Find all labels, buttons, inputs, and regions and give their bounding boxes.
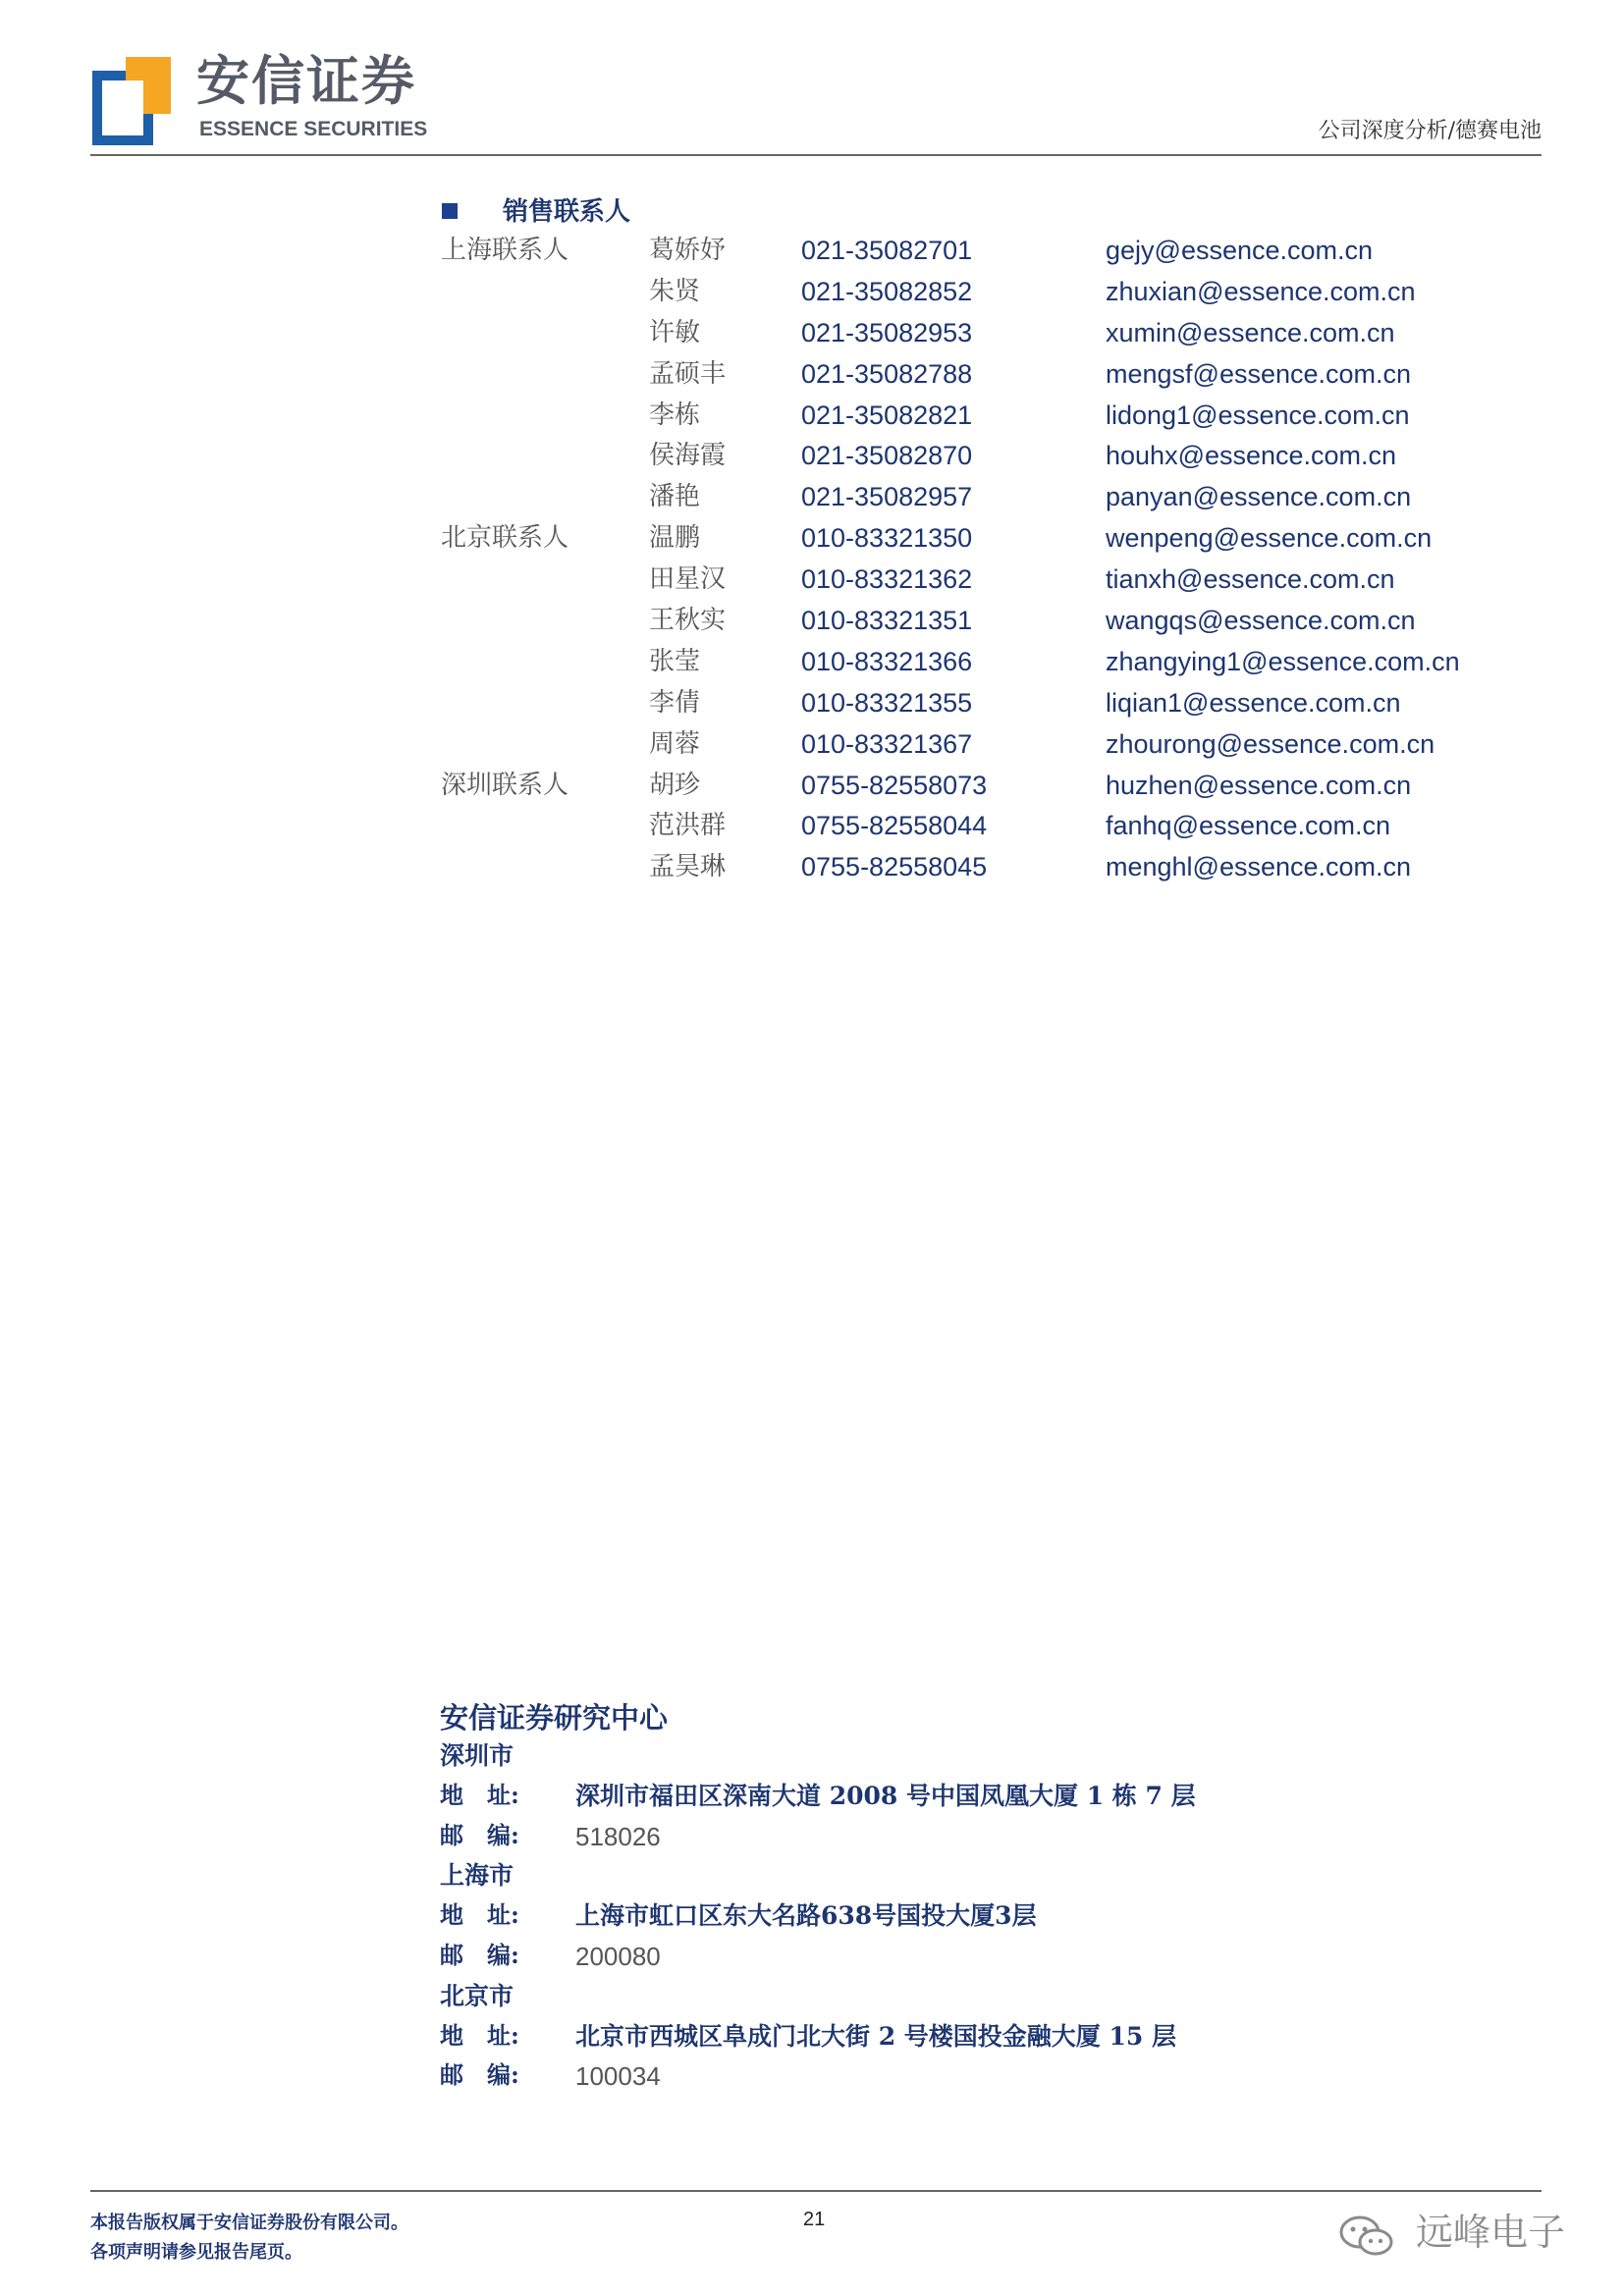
contact-email: menghl@essence.com.cn [1106, 852, 1412, 882]
disclaimer-notice: 各项声明请参见报告尾页。 [90, 2242, 302, 2263]
contact-phone: 010-83321366 [801, 646, 973, 676]
contact-phone: 010-83321362 [801, 564, 973, 595]
copyright-notice: 本报告版权属于安信证券股份有限公司。 [90, 2213, 408, 2233]
office-address-line [440, 1778, 1422, 1818]
office-address-line [440, 1897, 1422, 1938]
contact-name: 孟硕丰 [649, 358, 727, 389]
address-label: 地 址: [440, 2020, 519, 2050]
contact-name: 许敏 [649, 317, 701, 347]
office-zip: 100034 [575, 2061, 661, 2092]
contact-region: 深圳联系人 [441, 770, 569, 800]
contact-row [441, 805, 1521, 846]
contact-row [441, 723, 1521, 765]
contact-row [441, 230, 1521, 271]
contact-name: 温鹏 [649, 523, 701, 554]
contact-phone: 021-35082852 [801, 276, 973, 306]
sales-contacts-title: 销售联系人 [503, 197, 631, 227]
contact-name: 朱贤 [649, 276, 701, 306]
office-address: 北京市西城区阜成门北大街 2 号楼国投金融大厦 15 层 [575, 2021, 1177, 2051]
contact-phone: 010-83321355 [801, 687, 973, 718]
page-number: 21 [803, 2209, 826, 2230]
office-city: 上海市 [440, 1861, 514, 1891]
address-label: 地 址: [440, 1780, 519, 1809]
contact-row [441, 517, 1521, 559]
contact-name: 王秋实 [649, 606, 727, 636]
contact-email: wangqs@essence.com.cn [1106, 606, 1416, 636]
contact-phone: 021-35082701 [801, 236, 973, 265]
contact-phone: 021-35082821 [801, 400, 973, 430]
contact-row [441, 846, 1521, 887]
contact-region: 北京联系人 [441, 523, 569, 554]
contact-name: 李栋 [649, 400, 701, 430]
contact-row [441, 765, 1521, 806]
office-list [440, 1737, 1422, 2098]
contact-email: zhangying1@essence.com.cn [1106, 646, 1460, 676]
contact-email: zhourong@essence.com.cn [1106, 728, 1435, 759]
contact-email: zhuxian@essence.com.cn [1106, 276, 1416, 306]
contact-email: xumin@essence.com.cn [1106, 317, 1395, 347]
footer-divider [90, 2190, 1542, 2192]
contact-phone: 021-35082957 [801, 482, 973, 512]
contact-region: 上海联系人 [441, 236, 569, 265]
contact-email: tianxh@essence.com.cn [1106, 564, 1395, 595]
office-zip: 518026 [575, 1821, 661, 1851]
contact-row [441, 435, 1521, 476]
essence-logo-mark [92, 57, 171, 145]
office-city-line [440, 1978, 1422, 2018]
zip-label: 邮 编: [440, 1820, 519, 1849]
office-city-line [440, 1857, 1422, 1897]
square-bullet-icon [442, 203, 458, 219]
office-address: 上海市虹口区东大名路638号国投大厦3层 [575, 1901, 1037, 1931]
wechat-icon [1339, 2216, 1394, 2257]
contact-row [441, 353, 1521, 395]
contact-name: 田星汉 [649, 564, 727, 595]
watermark-text: 远峰电子 [1416, 2211, 1566, 2254]
contact-email: wenpeng@essence.com.cn [1106, 523, 1433, 554]
contact-phone: 021-35082953 [801, 317, 973, 347]
contact-email: liqian1@essence.com.cn [1106, 687, 1401, 718]
contact-name: 孟昊琳 [649, 852, 727, 882]
contact-phone: 010-83321351 [801, 606, 973, 636]
office-city-line [440, 1737, 1422, 1778]
contact-row [441, 682, 1521, 723]
contact-row [441, 641, 1521, 682]
contact-name: 范洪群 [649, 811, 727, 841]
contact-email: fanhq@essence.com.cn [1106, 811, 1391, 841]
office-zip-line [440, 2057, 1422, 2098]
contact-name: 葛娇妤 [649, 236, 727, 265]
contact-phone: 010-83321350 [801, 523, 973, 554]
contact-email: lidong1@essence.com.cn [1106, 400, 1410, 430]
contact-phone: 0755-82558073 [801, 770, 988, 800]
contact-email: gejy@essence.com.cn [1106, 236, 1374, 265]
contact-phone: 0755-82558044 [801, 811, 988, 841]
contact-row [441, 600, 1521, 641]
contact-phone: 0755-82558045 [801, 852, 988, 882]
office-address: 深圳市福田区深南大道 2008 号中国凤凰大厦 1 栋 7 层 [575, 1781, 1196, 1810]
contact-name: 李倩 [649, 687, 701, 718]
office-city: 深圳市 [440, 1741, 514, 1770]
contact-email: mengsf@essence.com.cn [1106, 358, 1412, 389]
contact-name: 潘艳 [649, 482, 701, 512]
contact-row [441, 271, 1521, 312]
contact-name: 侯海霞 [649, 441, 727, 471]
contact-row [441, 312, 1521, 353]
contact-phone: 010-83321367 [801, 728, 973, 759]
office-zip-line [440, 1938, 1422, 1978]
address-label: 地 址: [440, 1900, 519, 1930]
contact-email: huzhen@essence.com.cn [1106, 770, 1412, 800]
contact-phone: 021-35082870 [801, 441, 973, 471]
zip-label: 邮 编: [440, 1940, 519, 1969]
contact-row [441, 476, 1521, 517]
office-city: 北京市 [440, 1981, 514, 2010]
contact-name: 周蓉 [649, 728, 701, 759]
report-type: 公司深度分析/德赛电池 [1318, 119, 1542, 143]
logo-english-name: ESSENCE SECURITIES [199, 118, 428, 140]
contact-name: 胡珍 [649, 770, 701, 800]
contact-row [441, 395, 1521, 436]
logo-chinese-name: 安信证券 [196, 50, 416, 112]
office-address-line [440, 2018, 1422, 2058]
header-divider [90, 154, 1542, 156]
contact-phone: 021-35082788 [801, 358, 973, 389]
office-zip: 200080 [575, 1941, 661, 1971]
office-zip-line [440, 1818, 1422, 1858]
sales-contact-list [441, 230, 1521, 887]
contact-email: houhx@essence.com.cn [1106, 441, 1397, 471]
contact-name: 张莹 [649, 646, 701, 676]
contact-email: panyan@essence.com.cn [1106, 482, 1412, 512]
research-center-title: 安信证券研究中心 [440, 1701, 669, 1735]
contact-row [441, 559, 1521, 600]
zip-label: 邮 编: [440, 2060, 519, 2090]
